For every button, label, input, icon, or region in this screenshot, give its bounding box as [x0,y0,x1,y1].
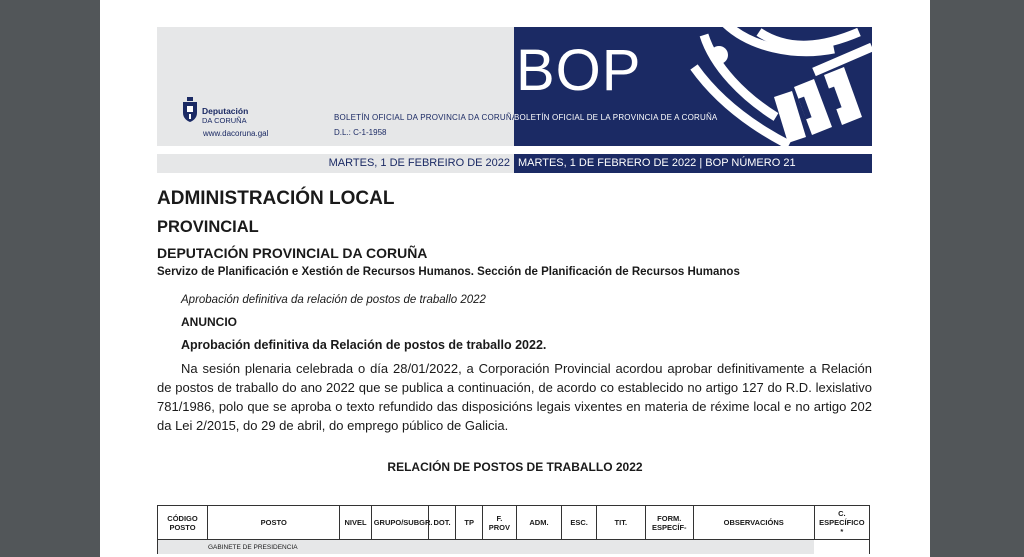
col-header-tp: TP [456,506,483,540]
col-header-grupo: GRUPO/SUBGR. [371,506,428,540]
bop-brand-title: BOP [516,38,642,103]
bop-number: BOP NÚMERO 21 [705,157,796,169]
subsection-heading: PROVINCIAL [157,218,259,236]
col-header-adm: ADM. [516,506,562,540]
notice-title: Aprobación definitiva da Relación de postos de traballo 2022. [181,338,547,352]
table-title: RELACIÓN DE POSTOS DE TRABALLO 2022 [387,460,643,474]
jobs-table [157,505,870,554]
col-header-observacions: OBSERVACIÓNS [693,506,814,540]
logo-subtitle: DA CORUÑA [202,116,247,125]
col-header-cespecifico: C. ESPECÍFICO * [814,506,869,540]
summary-text: Aprobación definitiva da relación de postos de traballo 2022 [181,294,486,306]
table-header-row [158,506,870,540]
body-paragraph: Na sesión plenaria celebrada o día 28/01/2022, a Corporación Provincial acordou aprobar definitivamente a Relación de postos de traballo do ano 2022 que se publica a continuación, de acordo co establecido no artigo 127 do R.D. lexislativo 781/1986, polo que se aproba o texto refundido das disposicións legais vixentes en materia de réxime local e no artigo 202 da Lei 2/2015, do 29 de abril, do emprego público de Galicia. [157,361,872,433]
logo-name: Deputación [202,106,249,116]
col-header-form: FORM. ESPECÍF- [645,506,693,540]
col-header-tit: TIT. [596,506,645,540]
col-header-codigo: CÓDIGO POSTO [158,506,208,540]
coat-of-arms-icon [182,97,198,123]
subtitle-spanish: BOLETÍN OFICIAL DE LA PROVINCIA DE A CORUÑA [514,113,718,122]
document-page [100,0,930,557]
legal-deposit: D.L.: C-1-1958 [334,128,387,137]
col-header-dot: DOT. [429,506,456,540]
col-header-posto: POSTO [208,506,340,540]
date-bar-right: MARTES, 1 DE FEBRERO DE 2022 | BOP NÚMERO 21 [514,154,872,173]
website-link[interactable]: www.dacoruna.gal [203,129,269,138]
group-empty-cell [814,540,869,555]
subtitle-galician: BOLETÍN OFICIAL DA PROVINCIA DA CORUÑA [334,113,518,122]
col-header-esc: ESC. [562,506,596,540]
col-header-fprov: F. PROV [483,506,516,540]
col-header-nivel: NIVEL [340,506,371,540]
service-heading: Servizo de Planificación e Xestión de Recursos Humanos. Sección de Planificación de Recursos Humanos [157,266,740,278]
date-spanish: MARTES, 1 DE FEBRERO DE 2022 [518,157,697,169]
section-heading: ADMINISTRACIÓN LOCAL [157,188,395,209]
group-label: GABINETE DE PRESIDENCIA [158,540,815,555]
date-galician: MARTES, 1 DE FEBREIRO DE 2022 [157,154,514,173]
table-group-row [158,540,870,555]
notice-label: ANUNCIO [181,315,237,329]
header-right-band [514,27,872,146]
entity-heading: DEPUTACIÓN PROVINCIAL DA CORUÑA [157,245,428,261]
